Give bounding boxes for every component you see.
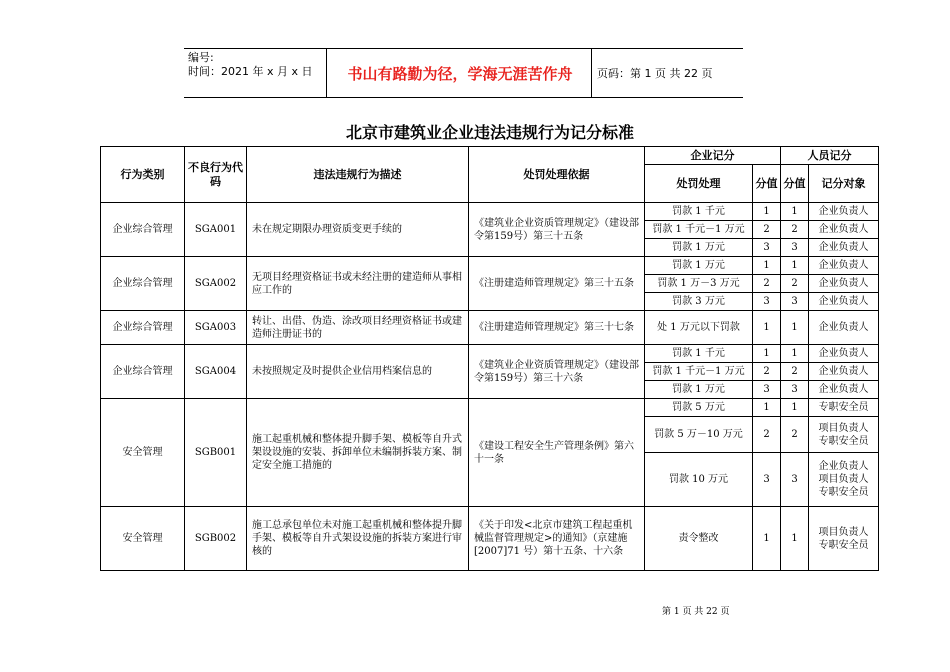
header-personnel-score: 人员记分 [781,147,879,165]
target-cell: 企业负责人 [809,257,879,275]
basis-cell: 《注册建造师管理规定》第三十五条 [469,257,645,311]
code-cell: SGB002 [185,507,247,571]
person-score-cell: 3 [781,381,809,399]
target-cell: 企业负责人 [809,239,879,257]
document-number-label: 编号: [188,51,214,64]
person-score-cell: 1 [781,399,809,417]
header-basis: 处罚处理依据 [469,147,645,203]
penalty-cell: 罚款 5 万元 [645,399,753,417]
person-score-cell: 2 [781,221,809,239]
table-row [101,311,879,345]
target-cell: 企业负责人 [809,203,879,221]
header-enterprise-score: 企业记分 [645,147,781,165]
code-cell: SGA004 [185,345,247,399]
score-cell: 3 [753,381,781,399]
description-cell: 转让、出借、伪造、涂改项目经理资格证书或建造师注册证书的 [247,311,469,345]
basis-cell: 《关于印发<北京市建筑工程起重机械监督管理规定>的通知》（京建施[2007]71 号）第十五条、十六条 [469,507,645,571]
score-cell: 3 [753,293,781,311]
description-cell: 未在规定期限办理资质变更手续的 [247,203,469,257]
target-cell: 企业负责人 [809,381,879,399]
target-cell: 专职安全员 [809,399,879,417]
header-description: 违法违规行为描述 [247,147,469,203]
code-cell: SGA001 [185,203,247,257]
category-cell: 安全管理 [101,507,185,571]
header-category: 行为类别 [101,147,185,203]
penalty-cell: 罚款 10 万元 [645,453,753,507]
person-score-cell: 3 [781,293,809,311]
target-cell: 企业负责人 [809,345,879,363]
header-score: 分值 [753,165,781,203]
document-header [184,48,743,98]
table-row [101,257,879,275]
table-row [101,507,879,571]
description-cell: 未按照规定及时提供企业信用档案信息的 [247,345,469,399]
target-cell: 企业负责人 [809,311,879,345]
header-page-info: 页码：第 1 页 共 22 页 [597,67,713,80]
target-cell: 项目负责人 专职安全员 [809,417,879,453]
category-cell: 企业综合管理 [101,345,185,399]
person-score-cell: 2 [781,275,809,293]
table-row [101,345,879,363]
description-cell: 施工总承包单位未对施工起重机械和整体提升脚手架、模板等自升式架设设施的拆装方案进行审核的 [247,507,469,571]
person-score-cell: 3 [781,239,809,257]
target-cell: 企业负责人 [809,363,879,381]
score-cell: 1 [753,345,781,363]
basis-cell: 《建筑业企业资质管理规定》（建设部令第159号）第三十六条 [469,345,645,399]
person-score-cell: 2 [781,417,809,453]
scoring-table [100,146,879,571]
penalty-cell: 罚款 3 万元 [645,293,753,311]
header-person-score: 分值 [781,165,809,203]
document-time: 时间：2021 年 x 月 x 日 [188,65,313,78]
penalty-cell: 罚款 1 万元 [645,257,753,275]
table-row [101,203,879,221]
penalty-cell: 罚款 1 千元－1 万元 [645,363,753,381]
table-body [101,203,879,571]
score-cell: 3 [753,239,781,257]
category-cell: 企业综合管理 [101,311,185,345]
person-score-cell: 1 [781,345,809,363]
target-cell: 企业负责人 [809,293,879,311]
code-cell: SGA003 [185,311,247,345]
score-cell: 2 [753,275,781,293]
header-divider [326,49,327,97]
header-meta [188,51,324,79]
penalty-cell: 罚款 1 万元 [645,239,753,257]
header-target: 记分对象 [809,165,879,203]
person-score-cell: 3 [781,453,809,507]
target-cell: 企业负责人 [809,275,879,293]
person-score-cell: 1 [781,203,809,221]
score-cell: 1 [753,311,781,345]
penalty-cell: 罚款 1 万－3 万元 [645,275,753,293]
basis-cell: 《建设工程安全生产管理条例》第六十一条 [469,399,645,507]
score-cell: 1 [753,399,781,417]
category-cell: 企业综合管理 [101,257,185,311]
person-score-cell: 1 [781,257,809,275]
description-cell: 无项目经理资格证书或未经注册的建造师从事相应工作的 [247,257,469,311]
target-cell: 企业负责人 [809,221,879,239]
header-code: 不良行为代码 [185,147,247,203]
basis-cell: 《建筑业企业资质管理规定》（建设部令第159号）第三十五条 [469,203,645,257]
person-score-cell: 2 [781,363,809,381]
code-cell: SGA002 [185,257,247,311]
penalty-cell: 罚款 1 千元 [645,345,753,363]
table-row [101,399,879,417]
person-score-cell: 1 [781,507,809,571]
target-cell: 企业负责人 项目负责人 专职安全员 [809,453,879,507]
document-title: 北京市建筑业企业违法违规行为记分标准 [345,123,634,142]
score-cell: 2 [753,363,781,381]
score-cell: 3 [753,453,781,507]
penalty-cell: 处 1 万元以下罚款 [645,311,753,345]
category-cell: 企业综合管理 [101,203,185,257]
penalty-cell: 责令整改 [645,507,753,571]
score-cell: 2 [753,417,781,453]
score-cell: 1 [753,257,781,275]
basis-cell: 《注册建造师管理规定》第三十七条 [469,311,645,345]
person-score-cell: 1 [781,311,809,345]
penalty-cell: 罚款 1 千元 [645,203,753,221]
page-footer: 第 1 页 共 22 页 [662,607,730,617]
penalty-cell: 罚款 1 千元－1 万元 [645,221,753,239]
penalty-cell: 罚款 1 万元 [645,381,753,399]
score-cell: 1 [753,203,781,221]
header-penalty: 处罚处理 [645,165,753,203]
description-cell: 施工起重机械和整体提升脚手架、模板等自升式架设设施的安装、拆卸单位未编制拆装方案、制定安全施工措施的 [247,399,469,507]
category-cell: 安全管理 [101,399,185,507]
score-cell: 2 [753,221,781,239]
penalty-cell: 罚款 5 万－10 万元 [645,417,753,453]
header-motto: 书山有路勤为径，学海无涯苦作舟 [347,65,573,83]
score-cell: 1 [753,507,781,571]
target-cell: 项目负责人 专职安全员 [809,507,879,571]
code-cell: SGB001 [185,399,247,507]
header-divider [591,49,592,97]
